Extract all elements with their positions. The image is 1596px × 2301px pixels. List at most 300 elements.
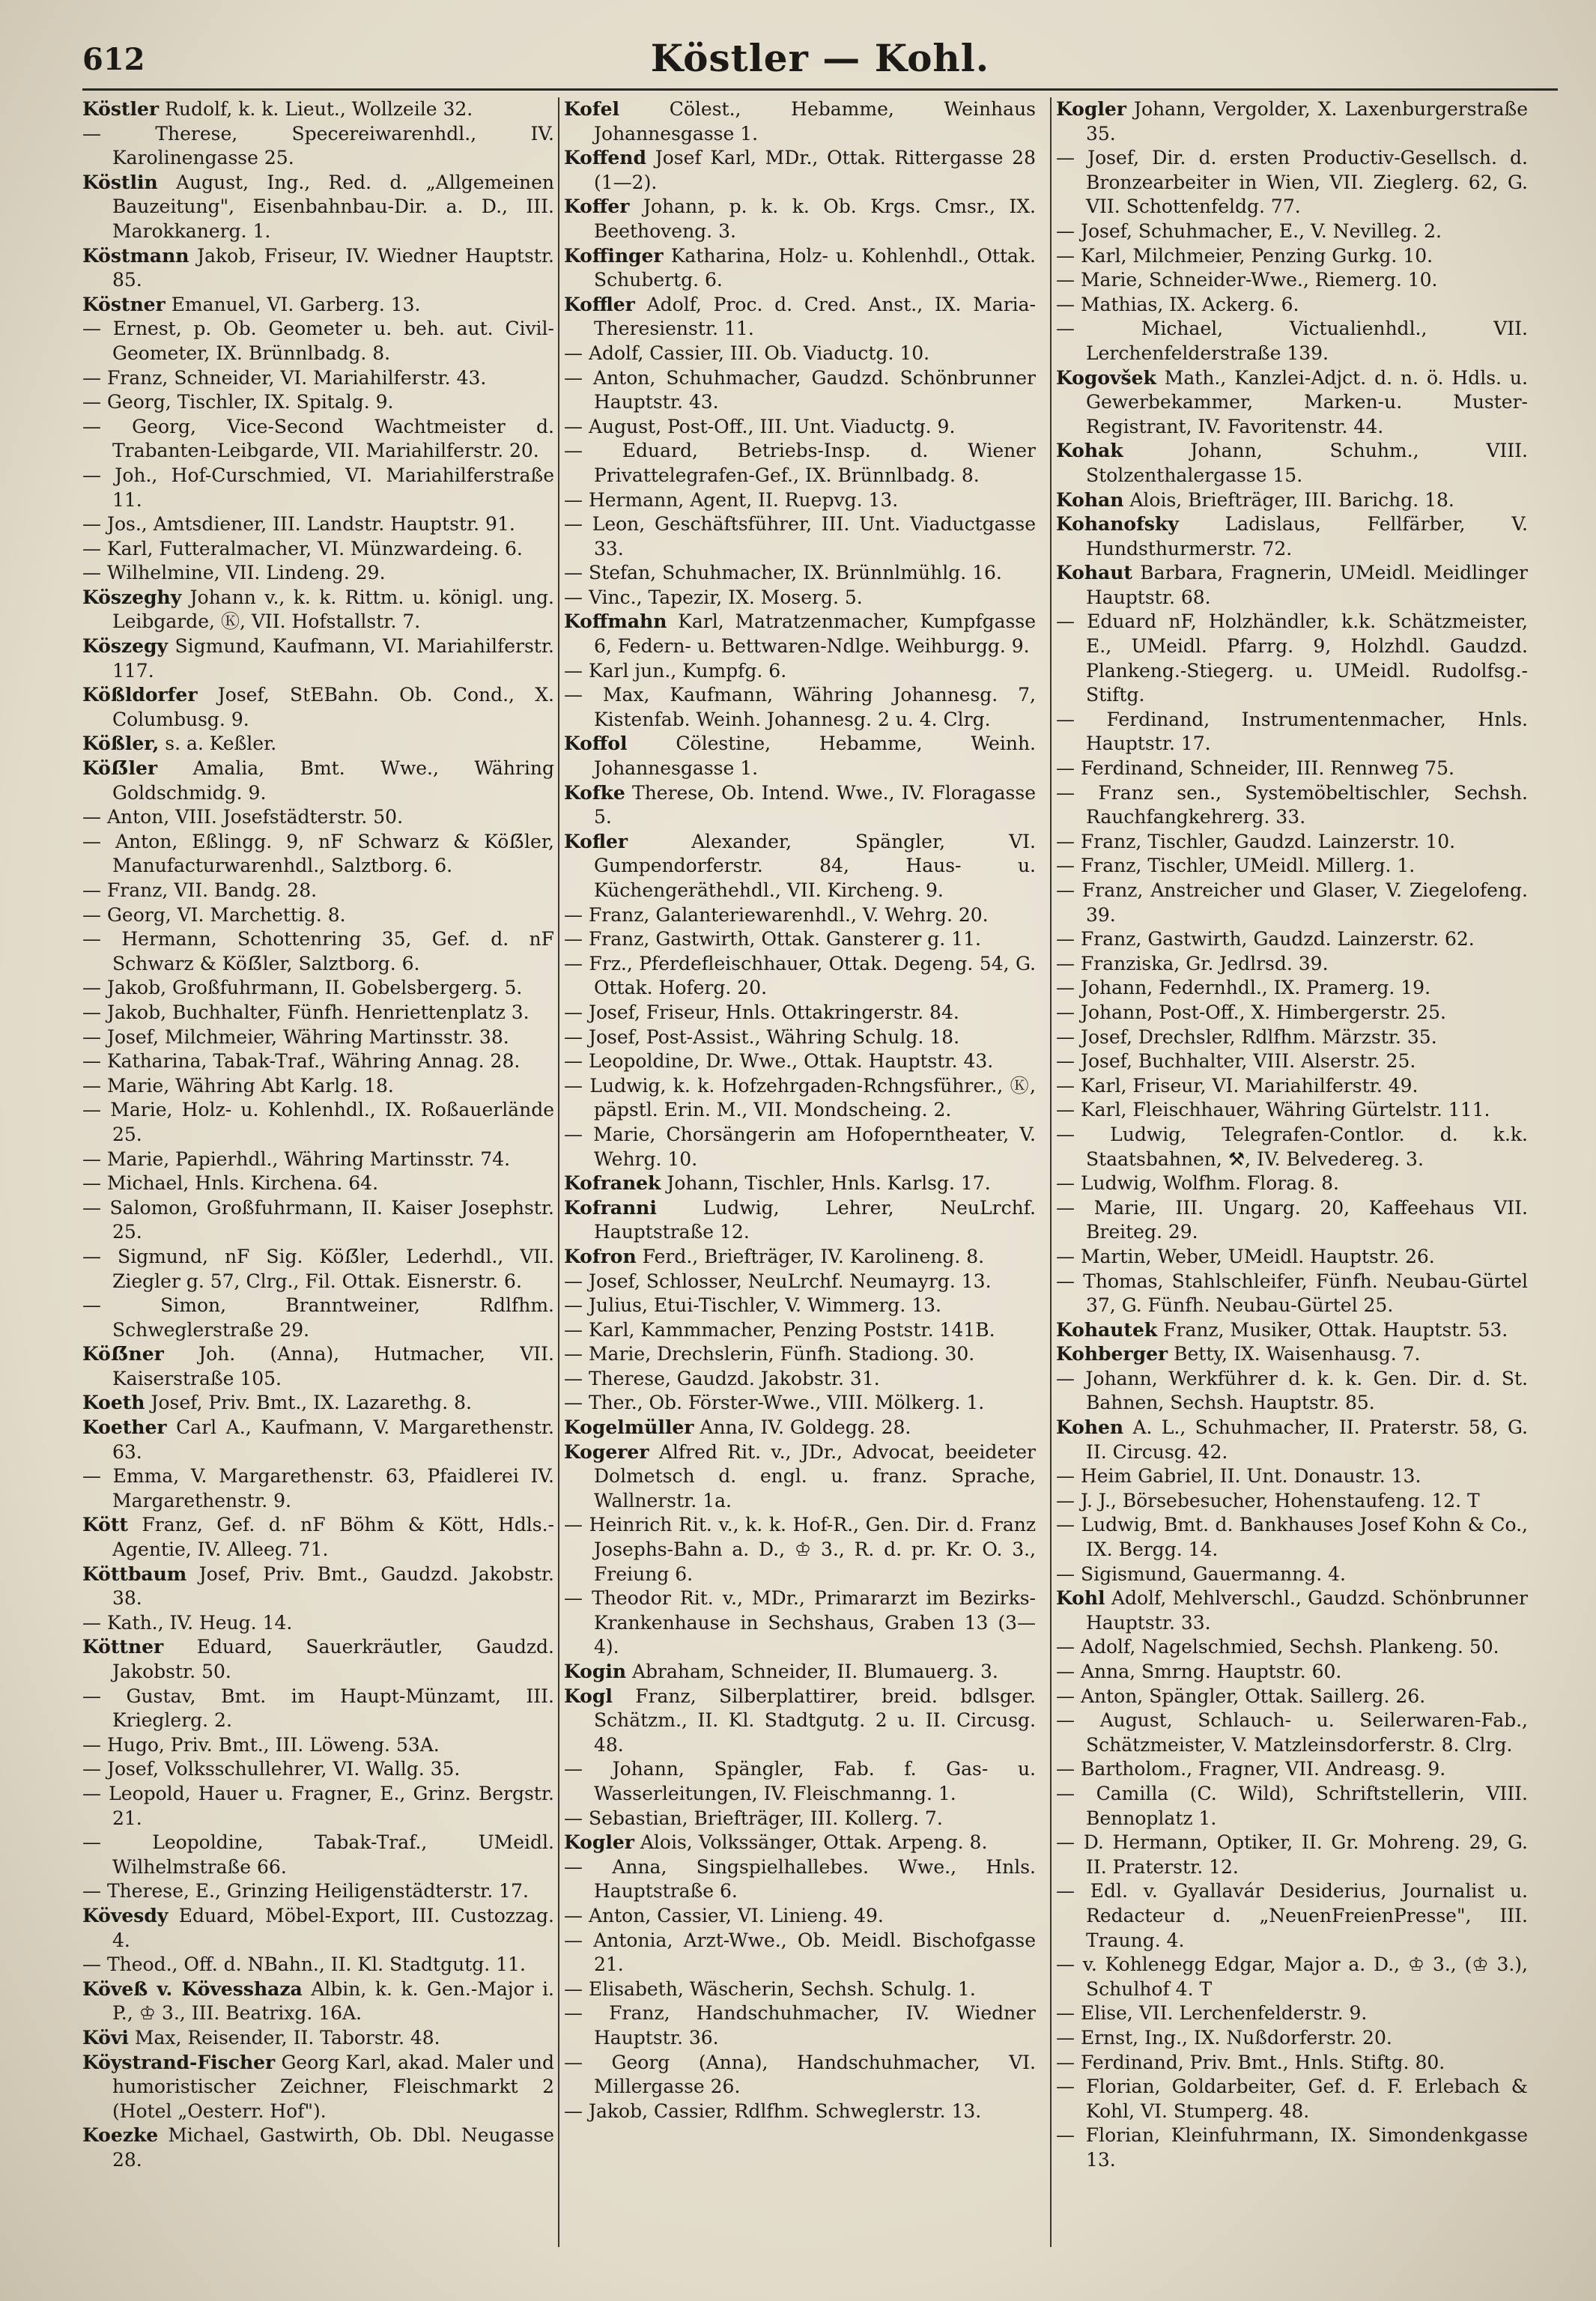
entry-text: — Adolf, Nagelschmied, Sechsh. Plankeng. 50.	[1056, 1636, 1499, 1658]
directory-entry	[564, 1196, 1036, 1245]
entry-text: Eduard, Sauerkräutler, Gaudzd. Jakobstr. 50.	[112, 1636, 554, 1682]
entry-text: — v. Kohlenegg Edgar, Major a. D., ♔ 3., (♔ 3.), Schulhof 4. T	[1056, 1953, 1528, 2000]
entry-text: — Franz, Gastwirth, Gaudzd. Lainzerstr. 62.	[1056, 928, 1475, 951]
entry-text: — Josef, Volksschullehrer, VI. Wallg. 35.	[82, 1758, 461, 1780]
entry-text: Johann, Vergolder, X. Laxenburgerstraße 35.	[1086, 98, 1528, 145]
directory-entry	[564, 781, 1036, 830]
directory-entry	[82, 2123, 554, 2172]
entry-text: Josef, Priv. Bmt., Gaudzd. Jakobstr. 38.	[112, 1562, 554, 1610]
entry-text: — Karl, Futteralmacher, VI. Münzwardeing. 6.	[82, 537, 523, 560]
directory-entry	[564, 683, 1036, 732]
entry-text: Adolf, Mehlverschl., Gaudzd. Schönbrunner Hauptstr. 33.	[1086, 1587, 1528, 1634]
entry-surname: Kohberger	[1056, 1343, 1168, 1365]
entry-surname: Köstner	[82, 293, 166, 315]
directory-entry	[82, 293, 554, 318]
directory-entry	[564, 1270, 1036, 1294]
directory-entry	[1056, 1660, 1528, 1685]
directory-entry	[1056, 1074, 1528, 1099]
running-title: Köstler — Kohl.	[650, 36, 990, 80]
directory-entry	[564, 512, 1036, 561]
entry-text: Therese, Ob. Intend. Wwe., IV. Floragasse 5.	[594, 781, 1036, 828]
entry-text: — Franz, Tischler, Gaudzd. Lainzerstr. 10.	[1056, 830, 1456, 852]
entry-text: — Josef, Buchhalter, VIII. Alserstr. 25.	[1056, 1050, 1416, 1073]
entry-text: — Vinc., Tapezir, IX. Moserg. 5.	[564, 586, 863, 608]
directory-entry	[564, 1001, 1036, 1025]
entry-text: — Hermann, Schottenring 35, Gef. d. nF Schwarz & Köẞler, Salztborg. 6.	[82, 928, 554, 974]
entry-text: Ludwig, Lehrer, NeuLrchf. Hauptstraße 12.	[594, 1196, 1036, 1243]
entry-text: — D. Hermann, Optiker, II. Gr. Mohreng. 29, G. II. Praterstr. 12.	[1056, 1831, 1528, 1878]
directory-entry	[564, 732, 1036, 780]
directory-entry	[564, 1074, 1036, 1123]
directory-entry	[82, 683, 554, 732]
entry-text: — Mathias, IX. Ackerg. 6.	[1056, 293, 1299, 315]
entry-text: — Johann, Werkführer d. k. k. Gen. Dir. d. St. Bahnen, Sechsh. Hauptstr. 85.	[1056, 1367, 1528, 1414]
directory-entry	[82, 1977, 554, 2026]
entry-text: — Josef, Post-Assist., Währing Schulg. 18.	[564, 1025, 960, 1048]
entry-text: — Sigismund, Gauermanng. 4.	[1056, 1562, 1346, 1585]
directory-entry	[1056, 1685, 1528, 1709]
directory-entry	[564, 1831, 1036, 1855]
directory-entry	[564, 1929, 1036, 1977]
directory-entry	[82, 1148, 554, 1172]
entry-text: — Therese, E., Grinzing Heiligenstädterstr. 17.	[82, 1880, 529, 1903]
directory-entry	[1056, 2051, 1528, 2076]
directory-entry	[564, 1660, 1036, 1685]
directory-entry	[564, 1416, 1036, 1440]
entry-text: — Marie, Holz- u. Kohlenhdl., IX. Roßauerlände 25.	[82, 1099, 554, 1145]
entry-text: — Anna, Smrng. Hauptstr. 60.	[1056, 1661, 1342, 1682]
directory-entry	[1056, 1782, 1528, 1831]
directory-entry	[1056, 1318, 1528, 1343]
entry-text: Abraham, Schneider, II. Blumauerg. 3.	[631, 1661, 998, 1682]
entry-surname: Kofranek	[564, 1172, 661, 1195]
entry-surname: Kogovšek	[1056, 366, 1156, 389]
entry-text: Franz, Musiker, Ottak. Hauptstr. 53.	[1163, 1318, 1508, 1341]
entry-surname: Köẞner	[82, 1343, 164, 1365]
entry-text: — Heim Gabriel, II. Unt. Donaustr. 13.	[1056, 1465, 1421, 1488]
directory-entry	[82, 634, 554, 683]
directory-entry	[564, 1757, 1036, 1806]
entry-text: — Wilhelmine, VII. Lindeng. 29.	[82, 562, 386, 584]
entry-text: Carl A., Kaufmann, V. Margarethenstr. 63.	[112, 1416, 554, 1463]
directory-entry	[1056, 1953, 1528, 2001]
entry-text: — Elise, VII. Lerchenfelderstr. 9.	[1056, 2002, 1368, 2025]
entry-text: Alois, Volkssänger, Ottak. Arpeng. 8.	[640, 1831, 988, 1854]
directory-entry	[82, 732, 554, 757]
entry-text: Jakob, Friseur, IV. Wiedner Hauptstr. 85.	[112, 244, 554, 291]
entry-text: s. a. Keßler.	[165, 733, 277, 755]
entry-text: Barbara, Fragnerin, UMeidl. Meidlinger Hauptstr. 68.	[1086, 562, 1528, 608]
entry-text: A. L., Schuhmacher, II. Praterstr. 58, G. II. Circusg. 42.	[1086, 1416, 1528, 1463]
entry-surname: Kohautek	[1056, 1318, 1158, 1341]
entry-text: — Hermann, Agent, II. Ruepvg. 13.	[564, 488, 899, 511]
directory-entry	[82, 1416, 554, 1464]
entry-text: — Simon, Branntweiner, Rdlfhm. Schweglerstraße 29.	[82, 1294, 554, 1341]
directory-entry	[564, 1513, 1036, 1586]
entry-text: Rudolf, k. k. Lieut., Wollzeile 32.	[165, 98, 473, 120]
entry-text: — Franz sen., Systemöbeltischler, Sechsh. Rauchfangkehrerg. 33.	[1056, 781, 1528, 828]
entry-surname: Köszegy	[82, 635, 169, 658]
entry-text: Albin, k. k. Gen.-Major i. P., ♔ 3., III. Beatrixg. 16A.	[112, 1977, 554, 2025]
entry-text: — Marie, Währing Abt Karlg. 18.	[82, 1074, 394, 1097]
entry-surname: Kogelmüller	[564, 1416, 694, 1439]
entry-text: — Anton, Spängler, Ottak. Saillerg. 26.	[1056, 1685, 1426, 1707]
entry-text: — Joh., Hof-Curschmied, VI. Mariahilferstraße 11.	[82, 464, 554, 511]
entry-text: — Jakob, Großfuhrmann, II. Gobelsbergerg. 5.	[82, 977, 523, 999]
directory-entry	[82, 2026, 554, 2051]
directory-entry	[82, 586, 554, 634]
entry-text: Amalia, Bmt. Wwe., Währing Goldschmidg. 9.	[112, 757, 554, 804]
entry-text: — Camilla (C. Wild), Schriftstellerin, VIII. Bennoplatz 1.	[1056, 1782, 1528, 1829]
entry-text: — Hugo, Priv. Bmt., III. Löweng. 53A.	[82, 1733, 440, 1756]
entry-text: — Edl. v. Gyallavár Desiderius, Journalist u. Redacteur d. „NeuenFreienPresse", III. Traung. 4.	[1056, 1880, 1528, 1951]
entry-surname: Kogerer	[564, 1440, 649, 1463]
page-number: 612	[82, 42, 145, 77]
directory-entry	[564, 195, 1036, 243]
entry-surname: Kövesdy	[82, 1904, 169, 1926]
entry-text: — Marie, III. Ungarg. 20, Kaffeehaus VII. Breiteg. 29.	[1056, 1196, 1528, 1243]
entry-text: — Ferdinand, Schneider, III. Rennweg 75.	[1056, 757, 1454, 780]
directory-entry	[82, 879, 554, 903]
directory-entry	[82, 1879, 554, 1904]
directory-entry	[82, 1782, 554, 1831]
directory-entry	[1056, 146, 1528, 219]
directory-entry	[1056, 97, 1528, 146]
directory-entry	[1056, 1586, 1528, 1635]
directory-entry	[564, 1049, 1036, 1074]
entry-text: — Katharina, Tabak-Traf., Währing Annag. 28.	[82, 1050, 521, 1073]
directory-entry	[1056, 757, 1528, 781]
directory-entry	[564, 2100, 1036, 2124]
entry-text: Cölestine, Hebamme, Weinh. Johannesgasse 1.	[594, 733, 1036, 780]
entry-text: — Ludwig, Telegrafen-Contlor. d. k.k. Staatsbahnen, ⚒, IV. Belvedereg. 3.	[1056, 1123, 1528, 1170]
directory-entry	[82, 122, 554, 171]
directory-entry	[1056, 512, 1528, 561]
entry-surname: Koeth	[82, 1392, 145, 1414]
directory-entry	[82, 512, 554, 537]
directory-entry	[564, 1342, 1036, 1367]
directory-entry	[1056, 1367, 1528, 1416]
entry-text: — Leopoldine, Dr. Wwe., Ottak. Hauptstr. 43.	[564, 1050, 994, 1073]
entry-surname: Koether	[82, 1416, 167, 1439]
directory-entry	[82, 1049, 554, 1074]
directory-entry	[82, 171, 554, 244]
entry-surname: Kößldorfer	[82, 684, 198, 706]
entry-text: — Marie, Schneider-Wwe., Riemerg. 10.	[1056, 269, 1438, 291]
directory-entry	[564, 1440, 1036, 1514]
entry-text: — Anton, Eßlingg. 9, nF Schwarz & Köẞler, Manufacturwarenhdl., Salztborg. 6.	[82, 830, 554, 877]
directory-entry	[564, 659, 1036, 684]
entry-surname: Koezke	[82, 2124, 159, 2147]
directory-entry	[564, 952, 1036, 1001]
directory-entry	[82, 976, 554, 1001]
directory-entry	[1056, 708, 1528, 757]
directory-entry	[564, 1586, 1036, 1660]
entry-text: — Ther., Ob. Förster-Wwe., VIII. Mölkerg. 1.	[564, 1392, 985, 1414]
directory-entry	[1056, 244, 1528, 269]
directory-entry	[564, 1367, 1036, 1392]
entry-surname: Kohaut	[1056, 562, 1132, 584]
directory-entry	[82, 1611, 554, 1636]
entry-text: Ladislaus, Fellfärber, V. Hundsthurmerstr. 72.	[1086, 513, 1528, 560]
entry-text: — Leopoldine, Tabak-Traf., UMeidl. Wilhelmstraße 66.	[82, 1831, 554, 1878]
entry-surname: Kohl	[1056, 1587, 1105, 1610]
entry-text: — Josef, Dir. d. ersten Productiv-Gesellsch. d. Bronzearbeiter in Wien, VII. Zieglerg. 62, G. VII. Schottenfeldg. 77.	[1056, 147, 1528, 218]
directory-entry	[564, 415, 1036, 440]
entry-text: — Florian, Kleinfuhrmann, IX. Simondenkgasse 13.	[1056, 2124, 1528, 2171]
entry-text: — Ferdinand, Instrumentenmacher, Hnls. Hauptstr. 17.	[1056, 708, 1528, 755]
entry-surname: Koffol	[564, 733, 628, 755]
directory-entry	[1056, 561, 1528, 610]
directory-entry	[564, 1977, 1036, 2002]
directory-entry	[82, 1513, 554, 1562]
directory-entry	[564, 244, 1036, 293]
entry-text: — Leopold, Hauer u. Fragner, E., Grinz. Bergstr. 21.	[82, 1782, 554, 1829]
directory-entry	[564, 1807, 1036, 1831]
directory-entry	[564, 1391, 1036, 1416]
entry-text: — Frz., Pferdefleischhauer, Ottak. Degeng. 54, G. Ottak. Hoferg. 20.	[564, 952, 1036, 999]
entry-text: — Heinrich Rit. v., k. k. Hof-R., Gen. Dir. d. Franz Josephs-Bahn a. D., ♔ 3., R. d. pr. Kr. O. 3., Freiung 6.	[564, 1514, 1036, 1585]
entry-text: Max, Reisender, II. Taborstr. 48.	[134, 2026, 440, 2049]
directory-entry	[1056, 1001, 1528, 1025]
entry-surname: Koffend	[564, 147, 646, 169]
directory-entry	[1056, 439, 1528, 488]
entry-text: — Ludwig, Wolfhm. Florag. 8.	[1056, 1172, 1339, 1195]
directory-entry	[1056, 830, 1528, 855]
directory-entry	[564, 146, 1036, 195]
directory-entry	[1056, 1562, 1528, 1587]
directory-entry	[82, 97, 554, 122]
directory-entry	[1056, 2001, 1528, 2026]
entry-surname: Kogin	[564, 1661, 627, 1682]
entry-surname: Kohen	[1056, 1416, 1124, 1439]
directory-entry	[564, 1245, 1036, 1270]
entry-surname: Köstlin	[82, 171, 158, 193]
entry-text: — Eduard nF, Holzhändler, k.k. Schätzmeister, E., UMeidl. Pfarrg. 9, Holzhdl. Gaudzd. Plankeng.-Stiegerg. u. UMeidl. Rudolfsg.-Stiftg.	[1056, 610, 1528, 706]
entry-text: — Michael, Victualienhdl., VII. Lerchenfelderstraße 139.	[1056, 318, 1528, 364]
entry-text: — Johann, Spängler, Fab. f. Gas- u. Wasserleitungen, IV. Fleischmanng. 1.	[564, 1758, 1036, 1804]
directory-entry	[1056, 1123, 1528, 1171]
entry-text: Josef, Priv. Bmt., IX. Lazarethg. 8.	[151, 1392, 472, 1414]
directory-entry	[82, 1757, 554, 1782]
entry-text: — Sigmund, nF Sig. Köẞler, Lederhdl., VII. Ziegler g. 57, Clrg., Fil. Ottak. Eisnerstr. 6.	[82, 1245, 554, 1292]
entry-surname: Kofler	[564, 830, 628, 852]
column-divider	[1050, 97, 1052, 2247]
directory-entry	[82, 561, 554, 586]
directory-entry	[82, 1733, 554, 1758]
entry-text: Josef, StEBahn. Ob. Cond., X. Columbusg. 9.	[112, 684, 554, 730]
entry-text: — Johann, Federnhdl., IX. Pramerg. 19.	[1056, 977, 1431, 999]
entry-text: — Josef, Friseur, Hnls. Ottakringerstr. 84.	[564, 1001, 959, 1023]
entry-surname: Köveß v. Kövesshaza	[82, 1977, 303, 2000]
directory-entry	[1056, 976, 1528, 1001]
directory-entry	[564, 293, 1036, 342]
entry-text: — Adolf, Cassier, III. Ob. Viaductg. 10.	[564, 342, 930, 364]
directory-entry	[564, 1685, 1036, 1758]
directory-entry	[82, 366, 554, 391]
entry-text: Johann, Tischler, Hnls. Karlsg. 17.	[667, 1172, 991, 1195]
directory-entry	[564, 610, 1036, 658]
directory-entry	[82, 244, 554, 293]
directory-entry	[564, 1025, 1036, 1050]
column-3	[1056, 97, 1528, 2262]
page-header	[82, 36, 1558, 96]
directory-entry	[1056, 1098, 1528, 1123]
entry-text: — Franz, Tischler, UMeidl. Millerg. 1.	[1056, 855, 1416, 877]
directory-entry	[82, 1245, 554, 1294]
entry-surname: Kofel	[564, 98, 620, 120]
directory-entry	[564, 830, 1036, 903]
entry-text: — Emma, V. Margarethenstr. 63, Pfaidlerei IV. Margarethenstr. 9.	[82, 1465, 554, 1512]
entry-surname: Koffinger	[564, 244, 664, 267]
directory-entry	[1056, 293, 1528, 318]
directory-entry	[1056, 1464, 1528, 1489]
entry-text: — Franz, Anstreicher und Glaser, V. Ziegelofeng. 39.	[1056, 879, 1528, 926]
entry-text: — Johann, Post-Off., X. Himbergerstr. 25.	[1056, 1001, 1446, 1023]
entry-surname: Kohan	[1056, 488, 1124, 511]
entry-surname: Kofranni	[564, 1196, 657, 1219]
entry-text: Joh. (Anna), Hutmacher, VII. Kaiserstraße 105.	[112, 1343, 554, 1389]
entry-text: — Karl, Fleischhauer, Währing Gürtelstr. 111.	[1056, 1099, 1490, 1121]
entry-text: — Ernest, p. Ob. Geometer u. beh. aut. Civil-Geometer, IX. Brünnlbadg. 8.	[82, 318, 554, 364]
entry-text: Anna, IV. Goldegg. 28.	[700, 1416, 911, 1439]
directory-entry	[82, 1904, 554, 1953]
directory-entry	[564, 342, 1036, 366]
entry-text: — Franziska, Gr. Jedlrsd. 39.	[1056, 952, 1329, 974]
directory-entry	[1056, 268, 1528, 293]
entry-text: — Kath., IV. Heug. 14.	[82, 1611, 293, 1634]
entry-text: — Anna, Singspielhallebes. Wwe., Hnls. Hauptstraße 6.	[564, 1855, 1036, 1903]
entry-surname: Kofron	[564, 1245, 637, 1267]
entry-text: — Martin, Weber, UMeidl. Hauptstr. 26.	[1056, 1245, 1435, 1267]
entry-text: — Georg, Vice-Second Wachtmeister d. Trabanten-Leibgarde, VII. Mariahilferstr. 20.	[82, 415, 554, 462]
entry-text: — Marie, Chorsängerin am Hofoperntheater, V. Wehrg. 10.	[564, 1123, 1036, 1170]
entry-text: Sigmund, Kaufmann, VI. Mariahilferstr. 117.	[112, 635, 554, 682]
directory-entry	[82, 1635, 554, 1684]
directory-entry	[1056, 879, 1528, 927]
directory-entry	[82, 1074, 554, 1099]
directory-entry	[82, 415, 554, 464]
directory-entry	[1056, 2123, 1528, 2172]
entry-text: — Max, Kaufmann, Währing Johannesg. 7, Kistenfab. Weinh. Johannesg. 2 u. 4. Clrg.	[564, 684, 1036, 730]
entry-text: — Stefan, Schuhmacher, IX. Brünnlmühlg. 16.	[564, 562, 1002, 584]
entry-text: — Marie, Papierhdl., Währing Martinsstr. 74.	[82, 1148, 511, 1170]
entry-text: — Therese, Gaudzd. Jakobstr. 31.	[564, 1367, 880, 1389]
entry-text: Alexander, Spängler, VI. Gumpendorferstr. 84, Haus- u. Küchengeräthehdl., VII. Kircheng. 9.	[594, 830, 1036, 901]
entry-text: — Eduard, Betriebs-Insp. d. Wiener Privattelegrafen-Gef., IX. Brünnlbadg. 8.	[564, 440, 1036, 486]
directory-entry	[82, 1391, 554, 1416]
entry-text: — Ludwig, k. k. Hofzehrgaden-Rchngsführer., Ⓚ, päpstl. Erin. M., VII. Mondscheing. 2.	[564, 1074, 1036, 1121]
directory-entry	[82, 927, 554, 976]
directory-entry	[82, 903, 554, 928]
entry-text: — Jakob, Cassier, Rdlfhm. Schweglerstr. 13.	[564, 2100, 982, 2122]
directory-entry	[1056, 854, 1528, 879]
directory-entry	[564, 927, 1036, 952]
directory-entry	[82, 1685, 554, 1733]
directory-entry	[82, 1001, 554, 1025]
directory-entry	[1056, 1049, 1528, 1074]
entry-text: — Georg (Anna), Handschuhmacher, VI. Millergasse 26.	[564, 2051, 1036, 2098]
entry-text: — Julius, Etui-Tischler, V. Wimmerg. 13.	[564, 1294, 941, 1317]
directory-entry	[82, 1171, 554, 1196]
entry-surname: Köystrand-Fischer	[82, 2051, 276, 2073]
entry-text: — Theod., Off. d. NBahn., II. Kl. Stadtgutg. 11.	[82, 1953, 526, 1976]
entry-text: — Josef, Drechsler, Rdlfhm. Märzstr. 35.	[1056, 1025, 1437, 1048]
entry-text: — Georg, Tischler, IX. Spitalg. 9.	[82, 391, 394, 413]
entry-text: — August, Schlauch- u. Seilerwaren-Fab., Schätzmeister, V. Matzleinsdorferstr. 8. Clrg.	[1056, 1709, 1528, 1756]
entry-text: — Karl, Kammmacher, Penzing Poststr. 141B.	[564, 1318, 995, 1341]
entry-text: Emanuel, VI. Garberg. 13.	[171, 293, 421, 315]
entry-text: Cölest., Hebamme, Weinhaus Johannesgasse 1.	[594, 98, 1036, 145]
entry-surname: Köstmann	[82, 244, 189, 267]
directory-entry	[1056, 610, 1528, 707]
entry-text: Betty, IX. Waisenhausg. 7.	[1174, 1343, 1421, 1365]
directory-entry	[82, 830, 554, 879]
directory-entry	[1056, 952, 1528, 977]
directory-entry	[1056, 1879, 1528, 1953]
entry-text: — Ernst, Ing., IX. Nußdorferstr. 20.	[1056, 2026, 1392, 2049]
entry-surname: Köttner	[82, 1636, 164, 1658]
directory-entry	[1056, 317, 1528, 366]
entry-text: Adolf, Proc. d. Cred. Anst., IX. Maria-Theresienstr. 11.	[594, 293, 1036, 340]
directory-entry	[82, 2051, 554, 2124]
directory-entry	[82, 1831, 554, 1879]
directory-entry	[1056, 1757, 1528, 1782]
entry-text: — Anton, VIII. Josefstädterstr. 50.	[82, 806, 404, 828]
entry-text: — Karl, Milchmeier, Penzing Gurkg. 10.	[1056, 244, 1433, 267]
entry-text: — August, Post-Off., III. Unt. Viaductg. 9.	[564, 415, 956, 437]
entry-surname: Koffler	[564, 293, 635, 315]
directory-entry	[564, 439, 1036, 488]
directory-entry	[1056, 1196, 1528, 1245]
entry-text: Johann v., k. k. Rittm. u. königl. ung. Leibgarde, Ⓚ, VII. Hofstallstr. 7.	[112, 586, 554, 633]
entry-surname: Köszeghy	[82, 586, 182, 608]
directory-entry	[1056, 2026, 1528, 2051]
entry-text: Franz, Gef. d. nF Böhm & Kött, Hdls.-Agentie, IV. Alleeg. 71.	[112, 1514, 554, 1561]
entry-text: — Jos., Amtsdiener, III. Landstr. Hauptstr. 91.	[82, 513, 515, 536]
directory-entry	[82, 537, 554, 562]
entry-text: Katharina, Holz- u. Kohlenhdl., Ottak. Schubertg. 6.	[594, 244, 1036, 291]
entry-surname: Kößler,	[82, 733, 160, 755]
entry-text: — Gustav, Bmt. im Haupt-Münzamt, III. Krieglerg. 2.	[82, 1685, 554, 1732]
entry-text: Franz, Silberplattirer, breid. bdlsger. Schätzm., II. Kl. Stadtgutg. 2 u. II. Circusg. 48.	[594, 1685, 1036, 1756]
entry-text: Math., Kanzlei-Adjct. d. n. ö. Hdls. u. Gewerbekammer, Marken-u. Muster-Registrant, IV. Favoritenstr. 44.	[1086, 366, 1528, 437]
directory-entry	[82, 464, 554, 512]
directory-entry	[1056, 781, 1528, 830]
entry-text: — Anton, Schuhmacher, Gaudzd. Schönbrunner Hauptstr. 43.	[564, 366, 1036, 413]
entry-surname: Köttbaum	[82, 1562, 187, 1585]
entry-surname: Köstler	[82, 98, 160, 120]
directory-entry	[82, 1464, 554, 1513]
entry-text: — Leon, Geschäftsführer, III. Unt. Viaductgasse 33.	[564, 513, 1036, 560]
entry-text: — Elisabeth, Wäscherin, Sechsh. Schulg. 1.	[564, 1977, 976, 2000]
directory-entry	[1056, 1489, 1528, 1514]
directory-entry	[1056, 1270, 1528, 1318]
directory-entry	[82, 1098, 554, 1147]
entry-text: — Ludwig, Bmt. d. Bankhauses Josef Kohn & Co., IX. Bergg. 14.	[1056, 1514, 1528, 1561]
directory-entry	[564, 1318, 1036, 1343]
directory-entry	[82, 1342, 554, 1391]
entry-text: — Antonia, Arzt-Wwe., Ob. Meidl. Bischofgasse 21.	[564, 1929, 1036, 1976]
entry-text: — Marie, Drechslerin, Fünfh. Stadiong. 30.	[564, 1343, 975, 1365]
directory-entry	[1056, 366, 1528, 440]
entry-text: Johann, p. k. k. Ob. Krgs. Cmsr., IX. Beethoveng. 3.	[594, 195, 1036, 242]
directory-entry	[1056, 1635, 1528, 1660]
column-divider	[558, 97, 559, 2247]
entry-surname: Kogler	[564, 1831, 634, 1854]
directory-entry	[1056, 2075, 1528, 2123]
entry-surname: Kövi	[82, 2026, 129, 2049]
